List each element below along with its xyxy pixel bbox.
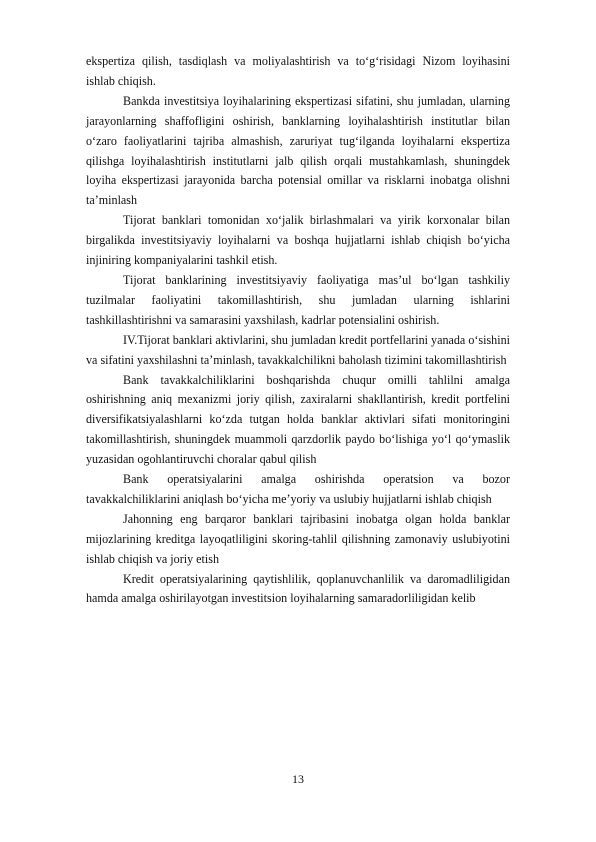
page-number: 13 <box>292 772 304 786</box>
paragraph-continuation: ekspertiza qilish, tasdiqlash va moliyalashtirish va to‘g‘risidagi Nizom loyihasini ishlab chiqish. <box>86 54 510 88</box>
paragraph-risk-management: Bank tavakkalchiliklarini boshqarishda chuqur omilli tahlilni amalga oshirishning aniq mexanizmi joriy qilish, zaxiralarni shakllantirish, kredit portfelini diversifikatsiyalashlarni ko‘zda tutgan holda banklar aktivlari sifati monitoringini takomillashtirish, shuningdek muammoli qarzdorlik paydo bo‘lishiga yo‘l qo‘ymaslik yuzasidan ogohlantiruvchi choralar qabul qilish <box>86 372 510 467</box>
paragraph-project-expertise: Bankda investitsiya loyihalarining ekspertizasi sifatini, shu jumladan, ularning jarayonlarning shaffofligini oshirish, banklarning loyihalashtirish institutlar bilan o‘zaro faoliyatlarini tajriba almashish, zaruriyat tug‘ilganda loyihalarni ekspertiza qilishga loyihalashtirish institutlarni jalb qilish orqali mustahkamlash, shuningdek loyiha ekspertizasi jarayonida barcha potensial omillar va risklarni inobatga olishni ta’minlash <box>86 93 510 208</box>
document-body <box>86 52 510 609</box>
paragraph-scoring-analysis: Jahonning eng barqaror banklari tajribasini inobatga olgan holda banklar mijozlarining kreditga layoqatliligini skoring-tahlil qilishning zamonaviy uslubiyotini ishlab chiqish va joriy etish <box>86 511 510 566</box>
paragraph-engineering-companies: Tijorat banklari tomonidan xo‘jalik birlashmalari va yirik korxonalar bilan birgalikda investitsiyaviy loyihalarni va boshqa hujjatlarni ishlab chiqish bo‘yicha injiniring kompaniyalarini tashkil etish. <box>86 213 510 268</box>
paragraph-section-iv: IV.Tijorat banklari aktivlarini, shu jumladan kredit portfellarini yanada o‘sishini va sifatini yaxshilashni ta’minlash, tavakkalchilikni baholash tizimini takomillashtirish <box>86 332 510 367</box>
paragraph-organizational-structures: Tijorat banklarining investitsiyaviy faoliyatiga mas’ul bo‘lgan tashkiliy tuzilmalar faoliyatini takomillashtirish, shu jumladan ularning ishlarini tashkillashtirishni va samarasini yaxshilash, kadrlar potensialini oshirish. <box>86 272 510 327</box>
paragraph-operational-risks: Bank operatsiyalarini amalga oshirishda operatsion va bozor tavakkalchiliklarini aniqlash bo‘yicha me’yoriy va uslubiy hujjatlarni ishlab chiqish <box>86 472 510 506</box>
paragraph-credit-operations: Kredit operatsiyalarining qaytishlilik, qoplanuvchanlilik va daromadliligidan hamda amalga oshirilayotgan investitsion loyihalarning samaradorliligidan kelib <box>86 571 510 606</box>
